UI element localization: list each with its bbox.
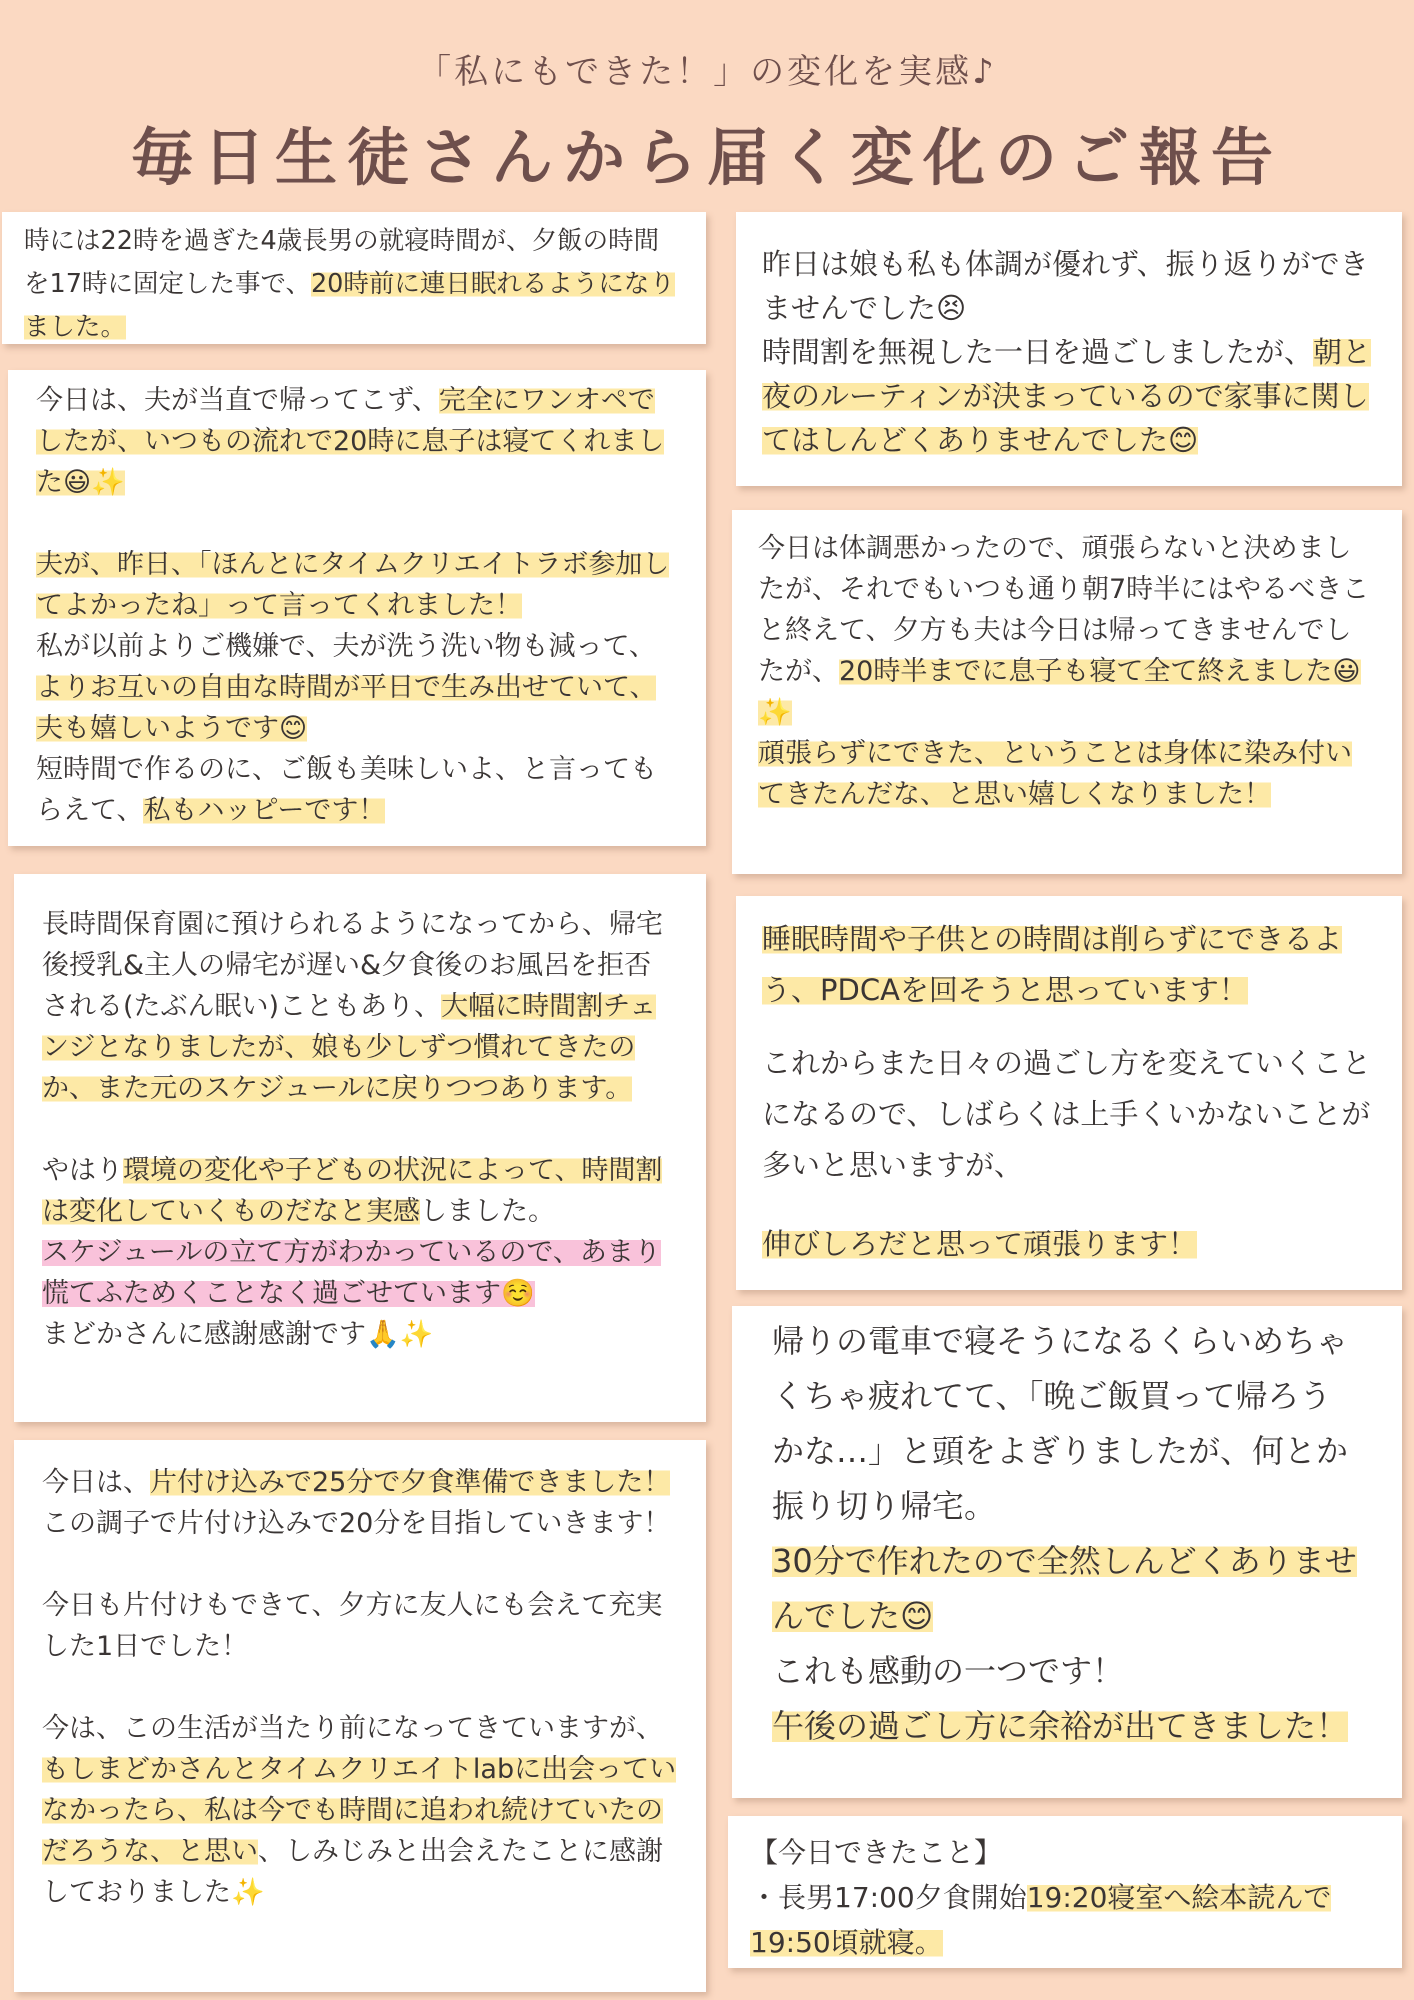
testimonial-card-dinner-prep xyxy=(14,1440,706,1992)
testimonial-paragraph xyxy=(36,544,678,626)
highlight-segment: 20時前に連日眠れるようになりました。 xyxy=(24,269,675,342)
paragraph-gap xyxy=(42,1667,678,1708)
testimonial-paragraph xyxy=(42,1314,678,1355)
text-segment: ・長男17:00夕食開始 xyxy=(750,1881,1027,1914)
testimonial-paragraph xyxy=(750,1875,1380,1965)
highlight-segment: 19:20寝室へ絵本読んで19:50頃就寝。 xyxy=(750,1881,1332,1959)
text-segment: まどかさんに感謝感謝です🙏✨ xyxy=(42,1319,434,1350)
text-segment: 時間割を無視した一日を過ごしましたが、 xyxy=(762,335,1314,369)
testimonial-paragraph xyxy=(758,528,1376,733)
testimonial-paragraph xyxy=(42,904,678,1109)
pink-highlight-segment: スケジュールの立て方がわかっているので、あまり慌てふためくことなく過ごせています☺️ xyxy=(42,1237,661,1309)
testimonial-card-commute xyxy=(732,1306,1402,1798)
text-segment: 今日は、 xyxy=(42,1467,150,1498)
testimonial-paragraph xyxy=(42,1232,678,1314)
testimonial-heading xyxy=(750,1830,1380,1875)
highlight-segment: 夫が、昨日、「ほんとにタイムクリエイトラボ参加してよかったね」って言ってくれました！ xyxy=(36,549,670,621)
paragraph-gap xyxy=(762,1191,1376,1219)
testimonial-paragraph xyxy=(762,1038,1376,1191)
highlight-segment: よりお互いの自由な時間が平日で生み出せていて、夫も嬉しいようです😊 xyxy=(36,672,657,744)
text-segment: 今は、この生活が当たり前になってきていますが、 xyxy=(42,1713,663,1744)
testimonial-paragraph xyxy=(772,1644,1362,1699)
page-header xyxy=(0,0,1414,200)
testimonial-paragraph xyxy=(758,733,1376,815)
text-segment: 帰りの電車で寝そうになるくらいめちゃくちゃ疲れてて、「晩ご飯買って帰ろうかな…」と頭をよぎりましたが、何とか振り切り帰宅。 xyxy=(772,1322,1349,1525)
text-segment: 今日は体調悪かったので、頑張らないと決めましたが、それでもいつも通り朝7時半にはやるべきこと終えて、夕方も夫は今日は帰ってきませんでしたが、 xyxy=(758,533,1370,687)
testimonial-paragraph xyxy=(762,242,1376,330)
highlight-segment: もしまどかさんとタイムクリエイトlabに出会っていなかったら、私は今でも時間に追われ続けていたのだろうな、と思い xyxy=(42,1754,677,1867)
highlight-segment: 私もハッピーです！ xyxy=(143,795,386,826)
text-segment: これからまた日々の過ごし方を変えていくことになるので、しばらくは上手くいかないことが多いと思いますが、 xyxy=(762,1046,1372,1182)
text-segment: 時には22時を過ぎた4歳長男の就寝時間が、夕飯の時間を17時に固定した事で、 xyxy=(24,226,660,299)
text-segment: 昨日は娘も私も体調が優れず、振り返りができませんでした😣 xyxy=(762,247,1369,325)
testimonial-text xyxy=(24,220,684,344)
highlight-segment: 30分で作れたので全然しんどくありませんでした😊 xyxy=(772,1542,1357,1635)
testimonial-paragraph xyxy=(772,1314,1362,1534)
text-segment: 長時間保育園に預けられるようになってから、帰宅後授乳&主人の帰宅が遅い&夕食後のお風呂を拒否される(たぶん眠い)こともあり、 xyxy=(42,909,663,1022)
text-segment: 私が以前よりご機嫌で、夫が洗う洗い物も減って、 xyxy=(36,631,656,662)
paragraph-gap xyxy=(42,1544,678,1585)
testimonial-paragraph xyxy=(36,626,678,749)
highlight-segment: 片付け込みで25分で夕食準備できました！ xyxy=(150,1467,671,1498)
text-segment: 短時間で作るのに、ご飯も美味しいよ、と言ってもらえて、 xyxy=(36,754,657,826)
testimonial-paragraph xyxy=(36,380,678,503)
testimonial-paragraph xyxy=(762,330,1376,462)
testimonial-paragraph xyxy=(772,1534,1362,1644)
highlight-segment: 20時半までに息子も寝て全て終えました😃✨ xyxy=(758,656,1361,728)
testimonial-card-today-done xyxy=(728,1816,1402,1968)
text-segment: 今日は、夫が当直で帰ってこず、 xyxy=(36,385,439,416)
highlight-segment: 睡眠時間や子供との時間は削らずにできるよう、PDCAを回そうと思っています！ xyxy=(762,922,1343,1007)
page-subtitle: 「私にもできた！」の変化を実感♪ xyxy=(417,52,997,92)
paragraph-gap xyxy=(42,1109,678,1150)
highlight-segment: 伸びしろだと思って頑張ります！ xyxy=(762,1227,1198,1261)
testimonial-paragraph xyxy=(772,1699,1362,1754)
text-segment: 今日も片付けもできて、夕方に友人にも会えて充実した1日でした！ xyxy=(42,1590,663,1662)
testimonial-card-schedule xyxy=(14,874,706,1422)
text-segment: この調子で片付け込みで20分を目指していきます！ xyxy=(42,1508,671,1539)
highlight-segment: 頑張らずにできた、ということは身体に染み付いてきたんだな、と思い嬉しくなりました！ xyxy=(758,738,1352,810)
highlight-segment: 環境の変化や子どもの状況によって、時間割は変化していくものだなと実感 xyxy=(42,1155,663,1227)
testimonial-card-pdca xyxy=(736,896,1402,1290)
paragraph-gap xyxy=(762,1016,1376,1038)
text-segment: しました。 xyxy=(420,1196,555,1227)
page-title: 毎日生徒さんから届く変化のご報告 xyxy=(130,121,1283,194)
testimonial-card-bedtime xyxy=(2,212,706,344)
testimonial-card-one-op xyxy=(8,370,706,846)
text-segment: 、しみじみと出会えたことに感謝しておりました✨ xyxy=(42,1836,663,1908)
highlight-segment: 午後の過ごし方に余裕が出てきました！ xyxy=(772,1707,1349,1745)
testimonial-paragraph xyxy=(42,1462,678,1544)
highlight-segment: 大幅に時間割チェンジとなりましたが、娘も少しずつ慣れてきたのか、また元のスケジュールに戻りつつあります。 xyxy=(42,991,657,1104)
highlight-segment: 完全にワンオペでしたが、いつもの流れで20時に息子は寝てくれました😃✨ xyxy=(36,385,665,498)
testimonial-card-routine xyxy=(736,212,1402,486)
testimonial-card-no-effort xyxy=(732,510,1402,874)
text-segment: 【今日できたこと】 xyxy=(750,1836,1003,1869)
text-segment: やはり xyxy=(42,1155,123,1186)
testimonial-paragraph xyxy=(42,1585,678,1667)
text-segment: これも感動の一つです！ xyxy=(772,1652,1125,1690)
testimonial-paragraph xyxy=(42,1150,678,1232)
highlight-segment: 朝と夜のルーティンが決まっているので家事に関してはしんどくありませんでした😊 xyxy=(762,335,1372,457)
testimonial-paragraph xyxy=(762,914,1376,1016)
testimonial-paragraph xyxy=(36,749,678,831)
testimonial-paragraph xyxy=(42,1708,678,1913)
testimonial-paragraph xyxy=(762,1219,1376,1270)
paragraph-gap xyxy=(36,503,678,544)
